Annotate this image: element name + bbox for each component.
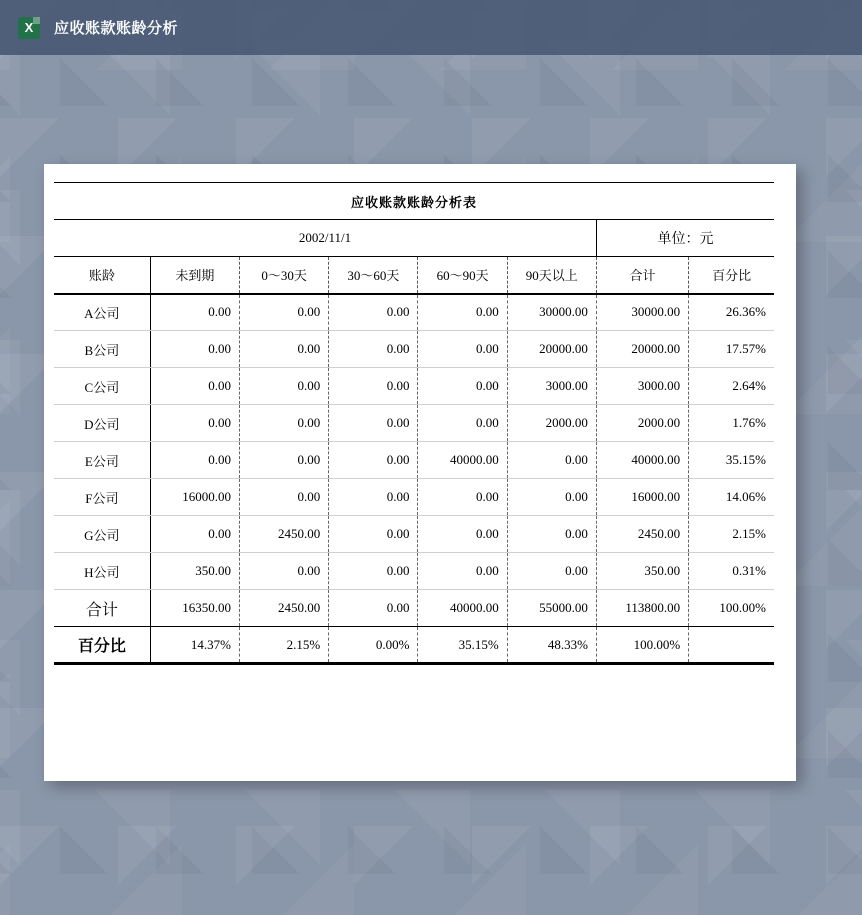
row-label: C公司 xyxy=(54,368,150,405)
column-header-aging: 账龄 xyxy=(54,257,150,294)
cell: 16350.00 xyxy=(150,590,239,627)
row-label: D公司 xyxy=(54,405,150,442)
cell: 0.00 xyxy=(239,331,328,368)
cell: 0.00 xyxy=(150,405,239,442)
cell: 0.00 xyxy=(150,331,239,368)
row-label: H公司 xyxy=(54,553,150,590)
table-row xyxy=(54,442,774,479)
cell: 0.00 xyxy=(507,553,596,590)
cell: 2450.00 xyxy=(596,516,688,553)
cell: 0.00 xyxy=(329,442,418,479)
cell: 0.00 xyxy=(418,331,507,368)
table-title-row xyxy=(54,183,774,220)
column-header-total: 合计 xyxy=(596,257,688,294)
cell: 2000.00 xyxy=(596,405,688,442)
table-row xyxy=(54,294,774,331)
cell: 0.00 xyxy=(418,405,507,442)
cell: 350.00 xyxy=(150,553,239,590)
cell: 0.31% xyxy=(689,553,774,590)
spreadsheet-canvas xyxy=(44,164,796,781)
table-row xyxy=(54,368,774,405)
cell: 0.00 xyxy=(418,553,507,590)
table-row xyxy=(54,516,774,553)
column-header-0-30: 0～30天 xyxy=(239,257,328,294)
cell: 0.00 xyxy=(329,516,418,553)
cell: 0.00 xyxy=(239,405,328,442)
cell: 0.00 xyxy=(329,368,418,405)
cell: 0.00 xyxy=(329,405,418,442)
cell: 0.00 xyxy=(150,368,239,405)
cell: 14.06% xyxy=(689,479,774,516)
table-row xyxy=(54,405,774,442)
cell: 0.00 xyxy=(507,442,596,479)
cell: 35.15% xyxy=(418,627,507,664)
table-row xyxy=(54,331,774,368)
table-row xyxy=(54,479,774,516)
row-label: 百分比 xyxy=(54,627,150,664)
column-header-over-90: 90天以上 xyxy=(507,257,596,294)
cell: 0.00 xyxy=(239,479,328,516)
table-unit: 单位：元 xyxy=(596,220,774,257)
table-total-row xyxy=(54,590,774,627)
cell: 30000.00 xyxy=(596,294,688,331)
cell: 0.00 xyxy=(507,479,596,516)
column-header-percent: 百分比 xyxy=(689,257,774,294)
cell: 35.15% xyxy=(689,442,774,479)
cell: 0.00 xyxy=(329,553,418,590)
cell: 14.37% xyxy=(150,627,239,664)
cell: 0.00 xyxy=(239,294,328,331)
cell: 2.15% xyxy=(239,627,328,664)
cell: 0.00 xyxy=(329,479,418,516)
row-label: G公司 xyxy=(54,516,150,553)
cell: 16000.00 xyxy=(150,479,239,516)
row-label: B公司 xyxy=(54,331,150,368)
cell: 20000.00 xyxy=(596,331,688,368)
cell: 2450.00 xyxy=(239,590,328,627)
cell: 40000.00 xyxy=(418,590,507,627)
cell: 40000.00 xyxy=(596,442,688,479)
cell xyxy=(689,627,774,664)
cell: 48.33% xyxy=(507,627,596,664)
column-header-30-60: 30～60天 xyxy=(329,257,418,294)
cell: 2.15% xyxy=(689,516,774,553)
cell: 3000.00 xyxy=(596,368,688,405)
cell: 0.00 xyxy=(329,590,418,627)
column-header-60-90: 60～90天 xyxy=(418,257,507,294)
cell: 0.00 xyxy=(150,294,239,331)
cell: 17.57% xyxy=(689,331,774,368)
cell: 0.00 xyxy=(418,368,507,405)
table-header-row xyxy=(54,257,774,294)
cell: 0.00 xyxy=(418,294,507,331)
cell: 0.00 xyxy=(150,442,239,479)
table-title: 应收账款账龄分析表 xyxy=(54,183,774,220)
cell: 0.00 xyxy=(329,294,418,331)
cell: 100.00% xyxy=(689,590,774,627)
cell: 0.00 xyxy=(239,368,328,405)
excel-icon: X xyxy=(18,17,40,39)
cell: 2000.00 xyxy=(507,405,596,442)
spreadsheet-inner xyxy=(54,182,784,779)
cell: 0.00 xyxy=(150,516,239,553)
cell: 350.00 xyxy=(596,553,688,590)
cell: 55000.00 xyxy=(507,590,596,627)
aging-analysis-table xyxy=(54,182,774,665)
cell: 20000.00 xyxy=(507,331,596,368)
table-percent-row xyxy=(54,627,774,664)
table-date-row xyxy=(54,220,774,257)
cell: 26.36% xyxy=(689,294,774,331)
window-title: 应收账款账龄分析 xyxy=(54,20,179,37)
cell: 1.76% xyxy=(689,405,774,442)
row-label: 合计 xyxy=(54,590,150,627)
cell: 40000.00 xyxy=(418,442,507,479)
cell: 0.00% xyxy=(329,627,418,664)
cell: 0.00 xyxy=(329,331,418,368)
cell: 0.00 xyxy=(239,442,328,479)
cell: 30000.00 xyxy=(507,294,596,331)
cell: 16000.00 xyxy=(596,479,688,516)
row-label: F公司 xyxy=(54,479,150,516)
cell: 3000.00 xyxy=(507,368,596,405)
table-date: 2002/11/1 xyxy=(54,220,596,257)
column-header-not-due: 未到期 xyxy=(150,257,239,294)
row-label: E公司 xyxy=(54,442,150,479)
cell: 100.00% xyxy=(596,627,688,664)
row-label: A公司 xyxy=(54,294,150,331)
cell: 0.00 xyxy=(239,553,328,590)
cell: 2.64% xyxy=(689,368,774,405)
cell: 0.00 xyxy=(418,479,507,516)
table-row xyxy=(54,553,774,590)
cell: 0.00 xyxy=(507,516,596,553)
title-bar xyxy=(0,0,862,55)
cell: 0.00 xyxy=(418,516,507,553)
cell: 2450.00 xyxy=(239,516,328,553)
cell: 113800.00 xyxy=(596,590,688,627)
